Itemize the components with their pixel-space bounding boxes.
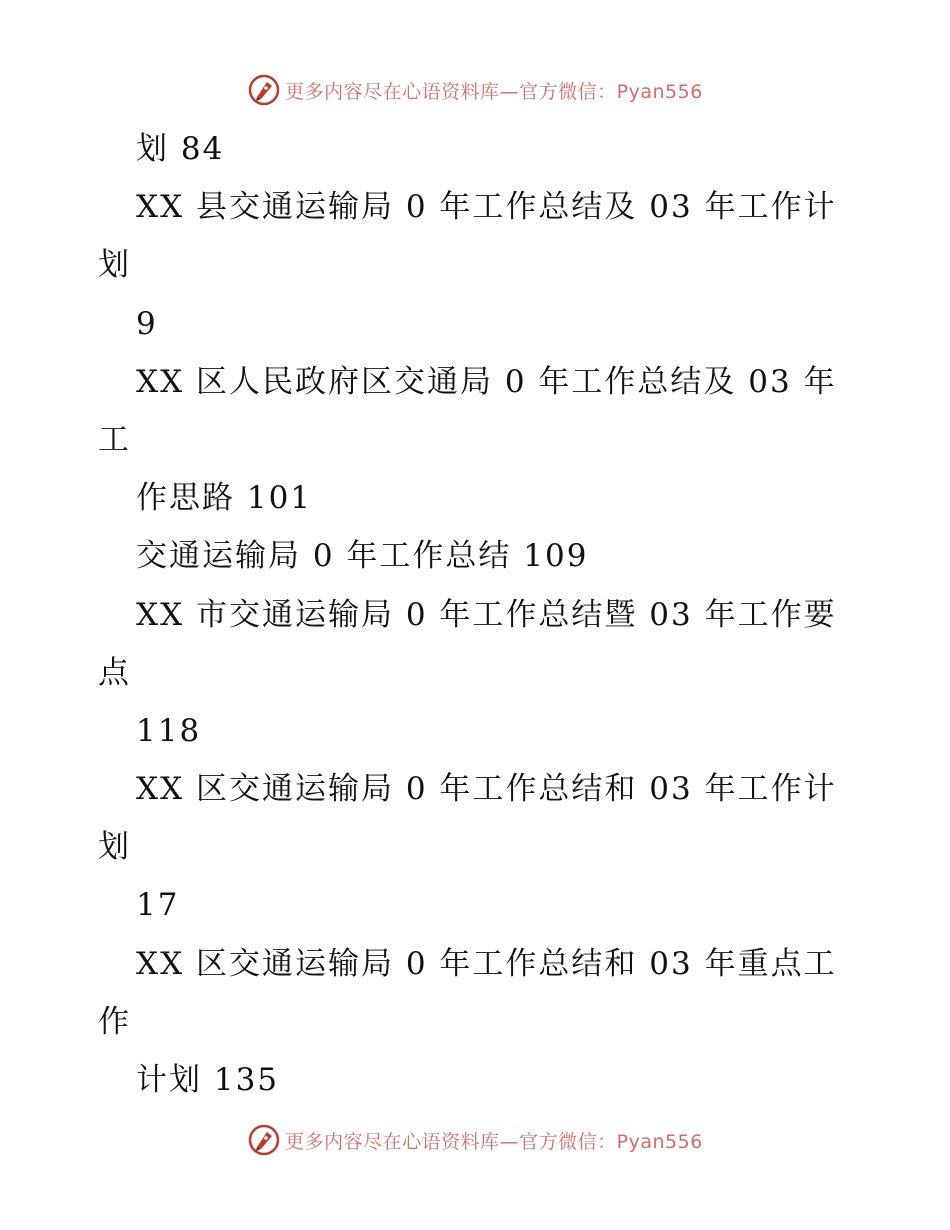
watermark-text: 更多内容尽在心语资料库—官方微信：Pyan556 — [285, 80, 703, 103]
text-line: 作思路 101 — [136, 480, 313, 517]
text-line: XX 县交通运输局 0 年工作总结及 03 年工作计 — [136, 189, 837, 226]
text-line: XX 区人民政府区交通局 0 年工作总结及 03 年 — [136, 363, 837, 400]
watermark-text: 更多内容尽在心语资料库—官方微信：Pyan556 — [285, 1130, 703, 1153]
document-body — [98, 120, 858, 1109]
text-line: 9 — [136, 305, 158, 342]
text-line: 划 84 — [136, 131, 225, 167]
pen-nib-logo-icon — [247, 1123, 281, 1157]
text-line: 计划 135 — [136, 1062, 280, 1098]
text-line: 工 — [98, 421, 131, 458]
text-line: XX 区交通运输局 0 年工作总结和 03 年工作计 — [136, 771, 837, 808]
text-line: 17 — [136, 887, 180, 924]
text-line: 划 — [98, 247, 131, 284]
text-line: 点 — [98, 654, 131, 691]
text-line: 118 — [136, 712, 202, 749]
footer-watermark — [0, 1120, 950, 1160]
text-line: XX 市交通运输局 0 年工作总结暨 03 年工作要 — [136, 596, 837, 633]
text-line: 划 — [98, 829, 131, 866]
text-line: XX 区交通运输局 0 年工作总结和 03 年重点工 — [136, 945, 837, 982]
header-watermark — [0, 70, 950, 110]
text-line: 作 — [98, 1003, 131, 1040]
pen-nib-logo-icon — [247, 73, 281, 107]
text-line: 交通运输局 0 年工作总结 109 — [136, 538, 589, 575]
